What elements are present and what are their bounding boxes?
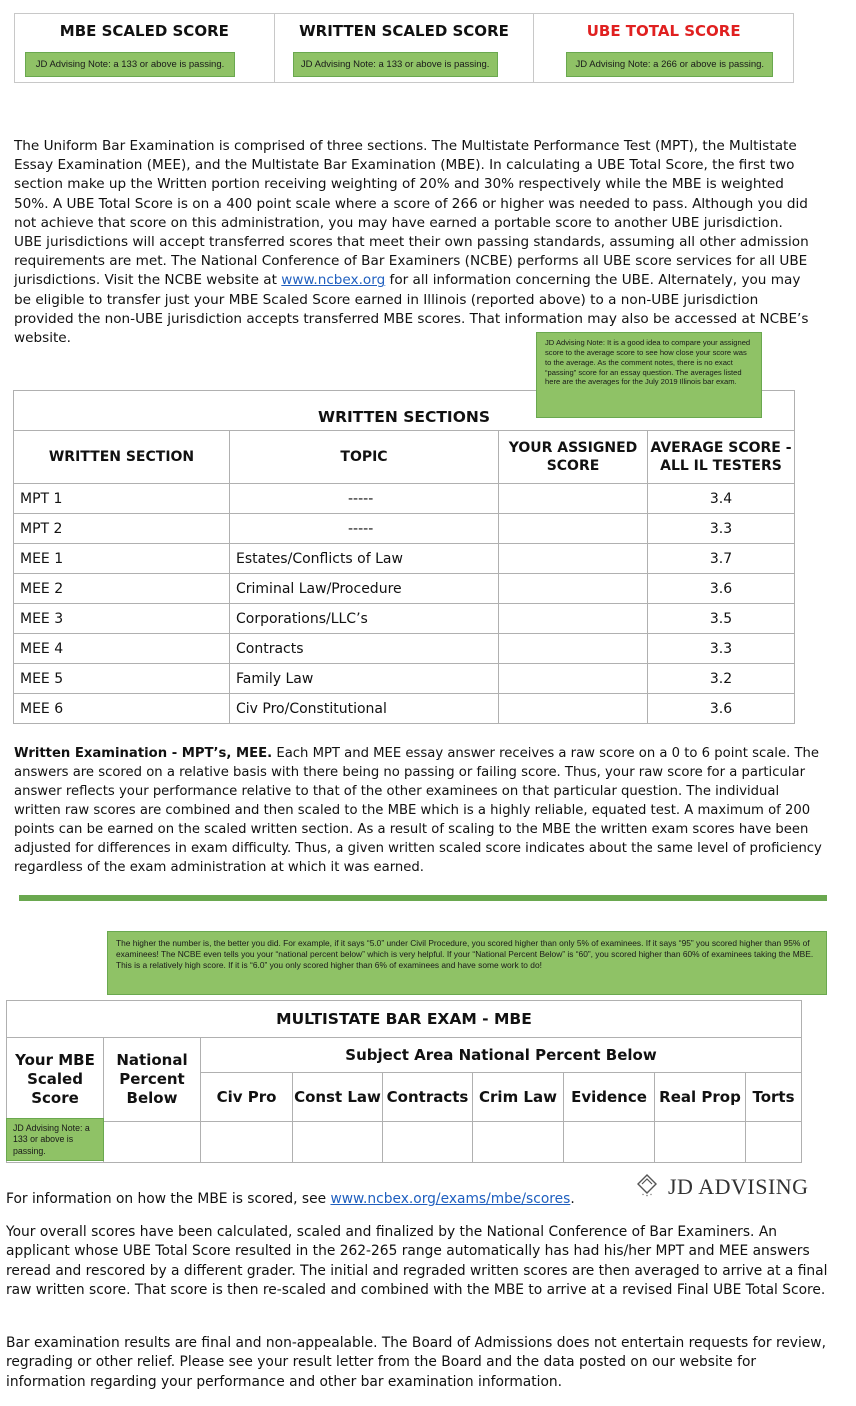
ncbex-link[interactable]: www.ncbex.org xyxy=(281,272,386,289)
score-cell xyxy=(499,544,648,574)
written-sections-title: WRITTEN SECTIONS xyxy=(14,391,795,431)
subject-area-header: Subject Area National Percent Below xyxy=(201,1038,802,1073)
mbe-scaled-score-cell xyxy=(15,14,275,83)
ube-passing-note: JD Advising Note: a 266 or above is passing. xyxy=(566,52,773,77)
col-civ-pro: Civ Pro xyxy=(201,1073,293,1122)
table-row xyxy=(14,484,795,514)
mbe-percentile-note: The higher the number is, the better you did. For example, if it says “5.0” under Civil Procedure, you scored higher than only 5% of examinees. If it says “95” you scored higher than 95% of examinees! The NCBE even tells you your “national percent below” which is very helpful. If your “National Percent Below” is “60”, you scored higher than 60% of examinees taking the MBE. This is a relatively high score. If it is “6.0” you only scored higher than 6% of examinees and have some work to do! xyxy=(107,931,827,995)
average-cell: 3.2 xyxy=(648,664,795,694)
mbe-table-title: MULTISTATE BAR EXAM - MBE xyxy=(7,1001,802,1038)
average-cell: 3.3 xyxy=(648,634,795,664)
section-divider xyxy=(19,895,827,901)
mbe-scaled-passing-note: JD Advising Note: a 133 or above is passing. xyxy=(6,1118,104,1161)
topic-cell: Contracts xyxy=(230,634,499,664)
written-passing-note: JD Advising Note: a 133 or above is passing. xyxy=(293,52,498,77)
score-cell xyxy=(499,514,648,544)
logo-text: JD ADVISING xyxy=(668,1174,809,1199)
mbe-table xyxy=(6,1000,802,1163)
topic-cell: Civ Pro/Constitutional xyxy=(230,694,499,724)
topic-cell: ----- xyxy=(230,514,499,544)
average-cell: 3.5 xyxy=(648,604,795,634)
col-written-section: WRITTEN SECTION xyxy=(14,431,230,484)
score-cell xyxy=(499,664,648,694)
civ-pro-value xyxy=(201,1122,293,1163)
average-cell: 3.6 xyxy=(648,694,795,724)
written-exam-paragraph xyxy=(14,744,822,877)
real-prop-value xyxy=(655,1122,746,1163)
col-assigned-score: YOUR ASSIGNED SCORE xyxy=(499,431,648,484)
table-row xyxy=(14,664,795,694)
mbe-scaled-score-heading: MBE SCALED SCORE xyxy=(59,22,229,40)
table-row xyxy=(14,694,795,724)
col-crim-law: Crim Law xyxy=(473,1073,564,1122)
topic-cell: Criminal Law/Procedure xyxy=(230,574,499,604)
written-sections-table xyxy=(13,390,795,724)
written-exam-heading: Written Examination - MPT’s, MEE. xyxy=(14,746,273,761)
score-cell xyxy=(499,694,648,724)
average-cell: 3.6 xyxy=(648,574,795,604)
table-row xyxy=(7,1122,802,1163)
section-cell: MEE 3 xyxy=(14,604,230,634)
col-real-prop: Real Prop xyxy=(655,1073,746,1122)
topic-cell: ----- xyxy=(230,484,499,514)
ube-intro-paragraph xyxy=(14,137,814,348)
scores-table xyxy=(14,13,794,83)
table-row xyxy=(14,514,795,544)
table-row xyxy=(14,634,795,664)
mbe-scores-link[interactable]: www.ncbex.org/exams/mbe/scores xyxy=(330,1191,571,1207)
score-cell xyxy=(499,574,648,604)
final-scores-paragraph: Your overall scores have been calculated, scaled and finalized by the National Conference of Bar Examiners. An applicant whose UBE Total Score resulted in the 262-265 range automatically has had his/her MPT and MEE answers reread and rescored by a different grader. The initial and regraded written scores are then averaged to arrive at a final raw written score. That score is then re-scaled and combined with the MBE to arrive at a revised Final UBE Total Score. xyxy=(6,1224,828,1298)
const-law-value xyxy=(293,1122,383,1163)
ube-total-score-heading: UBE TOTAL SCORE xyxy=(586,22,741,40)
written-average-note: JD Advising Note: It is a good idea to compare your assigned score to the average score to see how close your score was to the average. As the comment notes, there is no exact “passing” score for an essay question. The averages listed here are the averages for the July 2019 Illinois bar exam. xyxy=(536,332,762,418)
score-cell xyxy=(499,484,648,514)
score-cell xyxy=(499,634,648,664)
section-cell: MEE 4 xyxy=(14,634,230,664)
evidence-value xyxy=(564,1122,655,1163)
section-cell: MEE 2 xyxy=(14,574,230,604)
table-row xyxy=(14,604,795,634)
col-mbe-scaled-score: Your MBE Scaled Score xyxy=(7,1038,104,1122)
mbe-passing-note: JD Advising Note: a 133 or above is passing. xyxy=(25,52,235,77)
results-final-paragraph: Bar examination results are final and non-appealable. The Board of Admissions does not entertain requests for review, regrading or other relief. Please see your result letter from the Board and the data posted on our website for information regarding your performance and other bar examination information. xyxy=(6,1335,826,1390)
average-cell: 3.4 xyxy=(648,484,795,514)
crim-law-value xyxy=(473,1122,564,1163)
col-evidence: Evidence xyxy=(564,1073,655,1122)
written-scaled-score-cell xyxy=(274,14,534,83)
written-exam-text: Each MPT and MEE essay answer receives a raw score on a 0 to 6 point scale. The answers are scored on a relative basis with there being no passing or failing score. Thus, your raw score for a particular answer reflects your performance relative to that of the other examinees on that particular question. The individual written raw scores are combined and then scaled to the MBE which is a highly reliable, equated test. A maximum of 200 points can be earned on the scaled written section. As a result of scaling to the MBE the written exam scores have been adjusted for differences in exam difficulty. Thus, a given written scaled score indicates about the same level of proficiency regardless of the exam administration at which it was earned. xyxy=(14,746,822,875)
torts-value xyxy=(746,1122,802,1163)
section-cell: MEE 6 xyxy=(14,694,230,724)
topic-cell: Corporations/LLC’s xyxy=(230,604,499,634)
col-average-score: AVERAGE SCORE - ALL IL TESTERS xyxy=(648,431,795,484)
average-cell: 3.7 xyxy=(648,544,795,574)
topic-cell: Estates/Conflicts of Law xyxy=(230,544,499,574)
topic-cell: Family Law xyxy=(230,664,499,694)
jd-advising-logo xyxy=(636,1173,809,1200)
col-const-law: Const Law xyxy=(293,1073,383,1122)
col-contracts: Contracts xyxy=(383,1073,473,1122)
score-cell xyxy=(499,604,648,634)
table-row xyxy=(14,544,795,574)
written-scaled-score-heading: WRITTEN SCALED SCORE xyxy=(299,22,509,40)
ube-total-score-cell xyxy=(534,14,794,83)
col-torts: Torts xyxy=(746,1073,802,1122)
average-cell: 3.3 xyxy=(648,514,795,544)
mbe-info-text: For information on how the MBE is scored, see xyxy=(6,1191,327,1207)
section-cell: MPT 2 xyxy=(14,514,230,544)
col-topic: TOPIC xyxy=(230,431,499,484)
intro-text: The Uniform Bar Examination is comprised of three sections. The Multistate Performance Test (MPT), the Multistate Essay Examination (MEE), and the Multistate Bar Examination (MBE). In calculating a UBE Total Score, the first two section make up the Written portion receiving weighting of 20% and 30% respectively while the MBE is weighted 50%. A UBE Total Score is on a 400 point scale where a score of 266 or higher was needed to pass. Although you did not achieve that score on this administration, you may have earned a portable score to another UBE jurisdiction. UBE jurisdictions will accept transferred scores that meet their own passing standards, assuming all other admission requirements are met. The National Conference of Bar Examiners (NCBE) performs all UBE score services for all UBE jurisdictions. Visit the NCBE website at xyxy=(14,138,809,289)
intro-text-continued: for all information concerning the UBE. Alternately, you may be eligible to transfer just your MBE Scaled Score earned in Illinois (reported above) to a non-UBE jurisdiction provided the non-UBE jurisdiction accepts transferred MBE scores. That information may also be accessed at NCBE’s website. xyxy=(14,272,809,347)
national-percent-value xyxy=(104,1122,201,1163)
section-cell: MEE 5 xyxy=(14,664,230,694)
diamond-logo-icon xyxy=(636,1173,658,1197)
section-cell: MEE 1 xyxy=(14,544,230,574)
table-row xyxy=(14,574,795,604)
mbe-info-line xyxy=(6,1190,575,1209)
col-national-percent-below: National Percent Below xyxy=(104,1038,201,1122)
contracts-value xyxy=(383,1122,473,1163)
mbe-info-suffix: . xyxy=(570,1191,575,1207)
section-cell: MPT 1 xyxy=(14,484,230,514)
